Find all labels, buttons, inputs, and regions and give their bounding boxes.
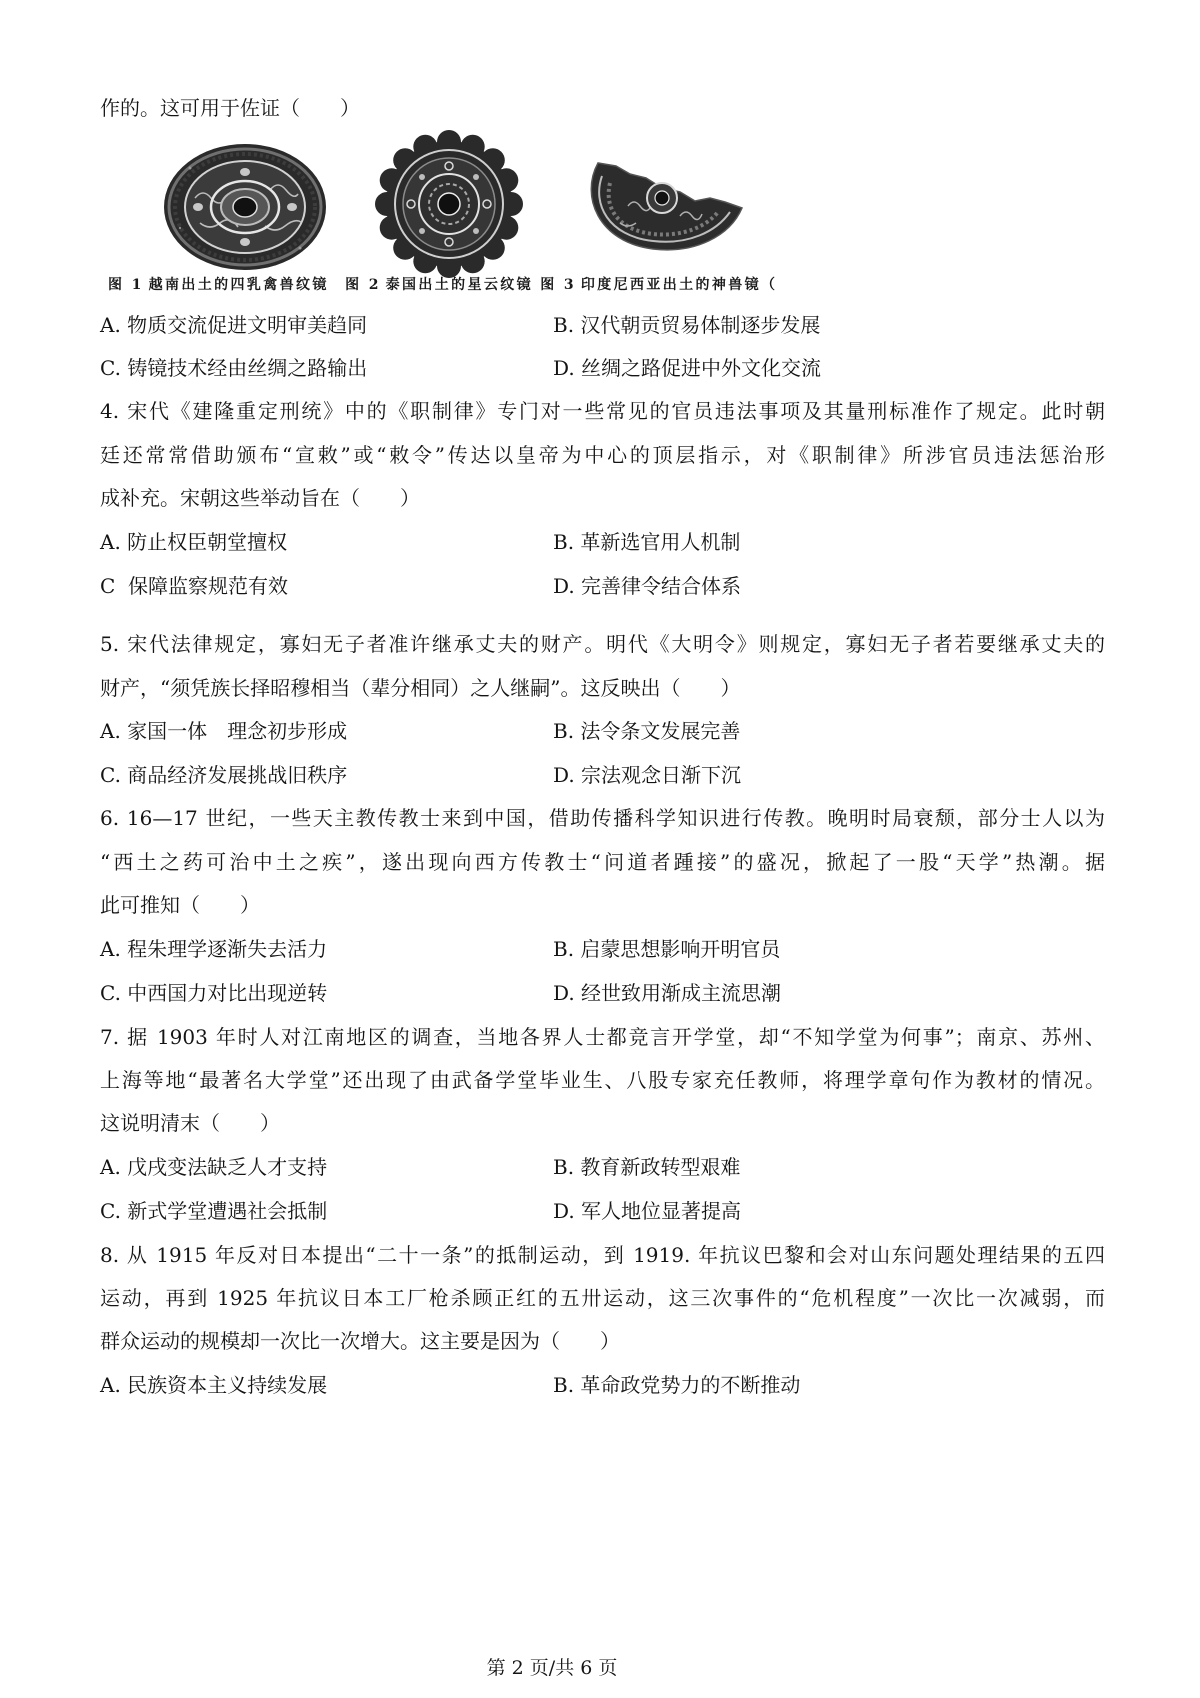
question-7-stem-line: 7. 据 1903 年时人对江南地区的调查，当地各界人士都竞言开学堂，却“不知学堂为何事”；南京、苏州、 (100, 1025, 1105, 1049)
question-3-stem-line: 作的。这可用于佐证（ ） (100, 96, 360, 120)
question-4-stem-line: 4. 宋代《建隆重定刑统》中的《职制律》专门对一些常见的官员违法事项及其量刑标准作了规定。此时朝 (100, 399, 1105, 423)
option-3-d: D. 丝绸之路促进中外文化交流 (553, 356, 822, 380)
mirror-figure-3 (591, 163, 742, 250)
option-8-b: B. 革命政党势力的不断推动 (553, 1373, 801, 1397)
question-8-stem-line: 运动，再到 1925 年抗议日本工厂枪杀顾正红的五卅运动，这三次事件的“危机程度”一次比一次减弱，而 (100, 1286, 1105, 1310)
option-3-a: A. 物质交流促进文明审美趋同 (100, 313, 368, 337)
option-5-c: C. 商品经济发展挑战旧秩序 (100, 763, 348, 787)
option-7-b: B. 教育新政转型艰难 (553, 1155, 741, 1179)
question-5-stem-line: 5. 宋代法律规定，寡妇无子者准许继承丈夫的财产。明代《大明令》则规定，寡妇无子者若要继承丈夫的 (100, 632, 1105, 656)
question-4-stem-line: 成补充。宋朝这些举动旨在（ ） (100, 486, 420, 510)
option-7-a: A. 戊戌变法缺乏人才支持 (100, 1155, 328, 1179)
bronze-mirror-figures (150, 128, 760, 278)
question-6-stem-line: 此可推知（ ） (100, 893, 260, 917)
question-6-stem-line: 6. 16—17 世纪，一些天主教传教士来到中国，借助传播科学知识进行传教。晚明时局衰颓，部分士人以为 (100, 806, 1105, 830)
figure-caption: 图 1 越南出土的四乳禽兽纹镜 图 2 泰国出土的星云纹镜 图 3 印度尼西亚出土的神兽镜（ (108, 277, 775, 293)
question-6-stem-line: “西土之药可治中土之疾”，遂出现向西方传教士“问道者踵接”的盛况，掀起了一股“天学”热潮。据 (100, 850, 1105, 874)
option-6-a: A. 程朱理学逐渐失去活力 (100, 937, 328, 961)
page-number-footer: 第 2 页/共 6 页 (486, 1657, 618, 1679)
question-8-stem-line: 群众运动的规模却一次比一次增大。这主要是因为（ ） (100, 1329, 620, 1353)
option-4-c: C 保障监察规范有效 (100, 574, 289, 598)
option-7-c: C. 新式学堂遭遇社会抵制 (100, 1199, 328, 1223)
option-6-c: C. 中西国力对比出现逆转 (100, 981, 328, 1005)
option-4-b: B. 革新选官用人机制 (553, 530, 741, 554)
question-5-stem-line: 财产，“须凭族长择昭穆相当（辈分相同）之人继嗣”。这反映出（ ） (100, 676, 741, 700)
question-4-stem-line: 廷还常常借助颁布“宣敕”或“敕令”传达以皇帝为中心的顶层指示，对《职制律》所涉官员违法惩治形 (100, 443, 1105, 467)
option-4-a: A. 防止权臣朝堂擅权 (100, 530, 288, 554)
option-6-b: B. 启蒙思想影响开明官员 (553, 937, 781, 961)
option-7-d: D. 军人地位显著提高 (553, 1199, 742, 1223)
option-5-b: B. 法令条文发展完善 (553, 719, 741, 743)
question-8-stem-line: 8. 从 1915 年反对日本提出“二十一条”的抵制运动，到 1919. 年抗议巴黎和会对山东问题处理结果的五四 (100, 1243, 1105, 1267)
option-5-a: A. 家国一体 理念初步形成 (100, 719, 348, 743)
question-7-stem-line: 这说明清末（ ） (100, 1111, 280, 1135)
option-6-d: D. 经世致用渐成主流思潮 (553, 981, 782, 1005)
mirror-figure-2 (375, 130, 523, 278)
question-7-stem-line: 上海等地“最著名大学堂”还出现了由武备学堂毕业生、八股专家充任教师，将理学章句作为教材的情况。 (100, 1068, 1105, 1092)
option-8-a: A. 民族资本主义持续发展 (100, 1373, 328, 1397)
option-3-c: C. 铸镜技术经由丝绸之路输出 (100, 356, 368, 380)
option-4-d: D. 完善律令结合体系 (553, 574, 742, 598)
mirror-figure-1 (164, 144, 326, 270)
option-3-b: B. 汉代朝贡贸易体制逐步发展 (553, 313, 821, 337)
option-5-d: D. 宗法观念日渐下沉 (553, 763, 742, 787)
